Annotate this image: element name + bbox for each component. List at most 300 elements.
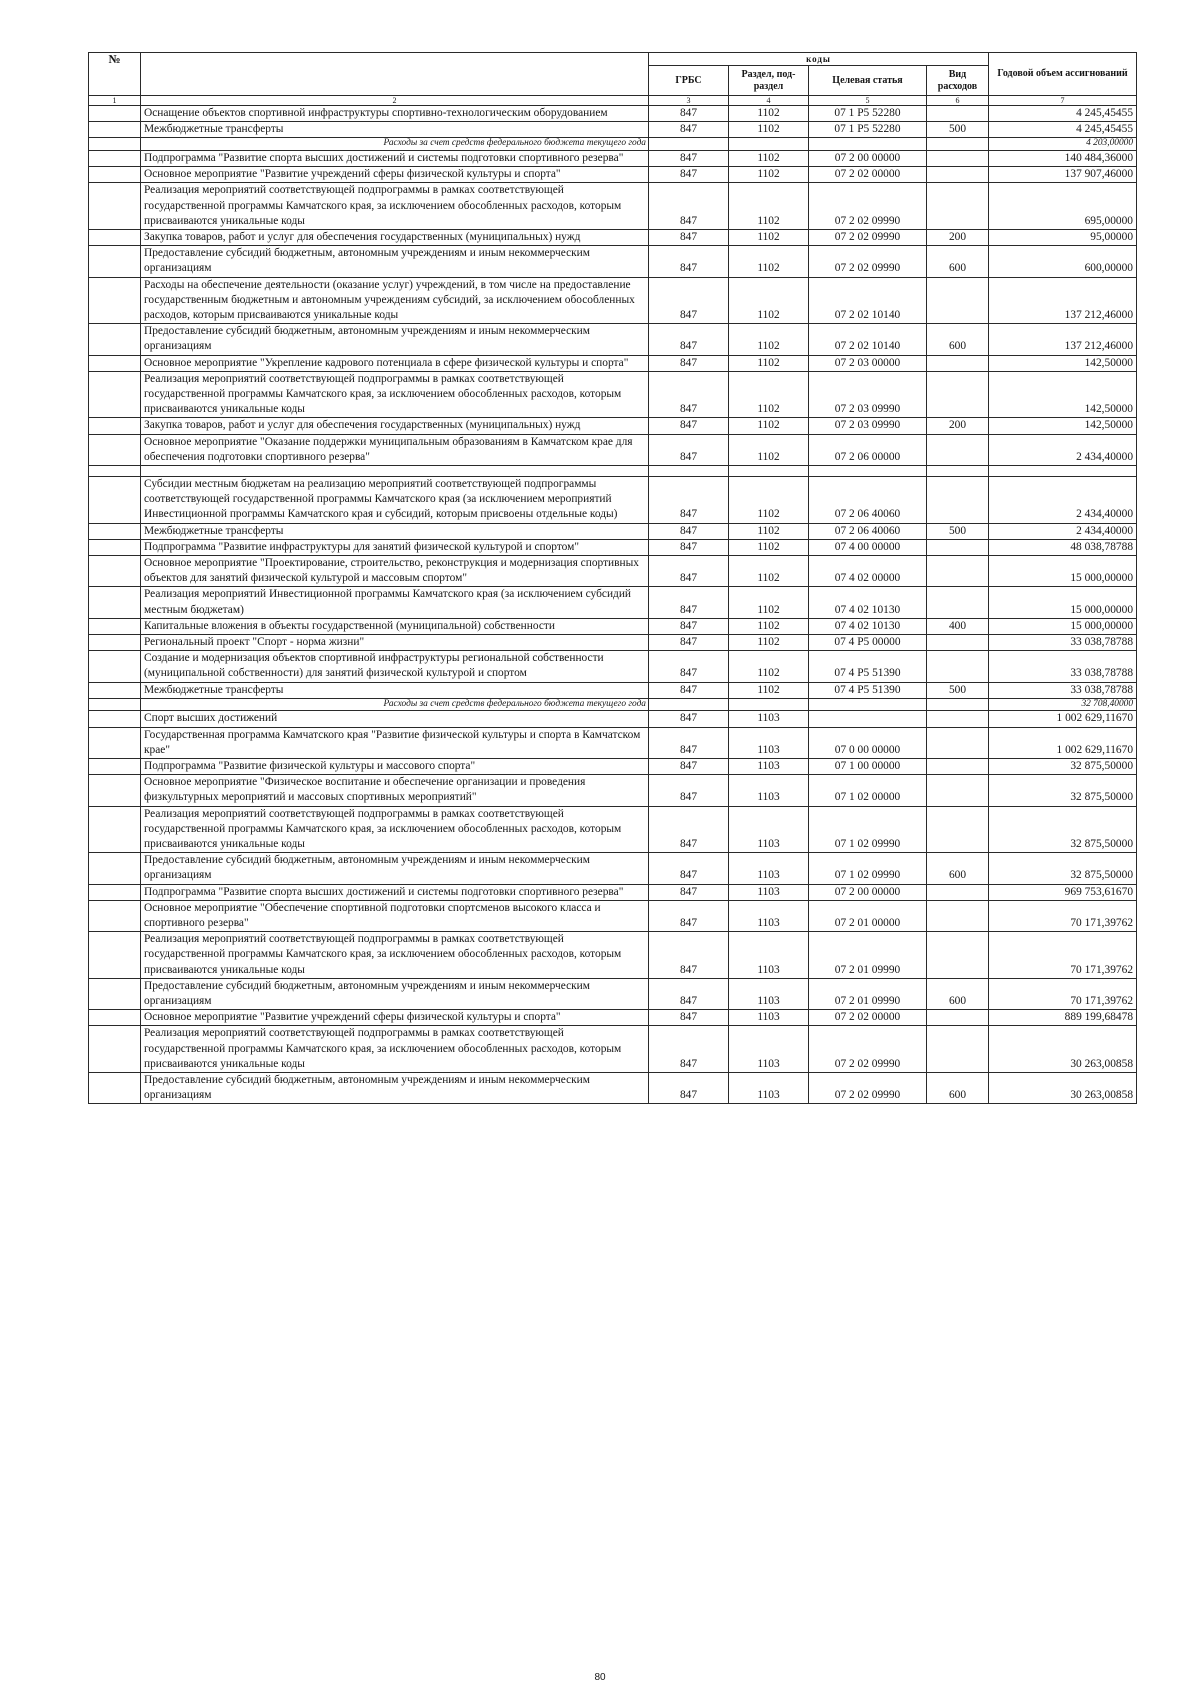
row-celevaya-statya-cell: 07 4 P5 00000 (809, 635, 927, 651)
row-vid-cell (927, 932, 989, 979)
row-sum-cell: 15 000,00000 (989, 618, 1137, 634)
table-row (89, 324, 1137, 355)
row-grbs-cell (649, 465, 729, 476)
row-number-cell (89, 465, 141, 476)
row-name-cell: Предоставление субсидий бюджетным, автономным учреждениям и иным некоммерческим организациям (141, 1072, 649, 1103)
table-row (89, 355, 1137, 371)
row-number-cell (89, 1026, 141, 1073)
row-grbs-cell: 847 (649, 758, 729, 774)
table-row (89, 635, 1137, 651)
row-grbs-cell: 847 (649, 183, 729, 230)
row-celevaya-statya-cell: 07 1 00 00000 (809, 758, 927, 774)
row-vid-cell: 600 (927, 1072, 989, 1103)
row-grbs-cell: 847 (649, 277, 729, 324)
table-row (89, 523, 1137, 539)
row-celevaya-statya-cell: 07 2 01 00000 (809, 900, 927, 931)
row-celevaya-statya-cell: 07 2 06 00000 (809, 434, 927, 465)
row-name-cell: Государственная программа Камчатского края "Развитие физической культуры и спорта в Камчатском крае" (141, 727, 649, 758)
row-razdel-cell (729, 138, 809, 151)
row-number-cell (89, 900, 141, 931)
row-vid-cell (927, 884, 989, 900)
row-razdel-cell: 1103 (729, 1010, 809, 1026)
row-razdel-cell: 1103 (729, 1072, 809, 1103)
spacer-row (89, 465, 1137, 476)
row-celevaya-statya-cell: 07 4 02 10130 (809, 587, 927, 618)
row-sum-cell: 1 002 629,11670 (989, 711, 1137, 727)
row-grbs-cell: 847 (649, 476, 729, 523)
row-name-cell: Реализация мероприятий Инвестиционной программы Камчатского края (за исключением субсидий местным бюджетам) (141, 587, 649, 618)
row-celevaya-statya-cell: 07 4 P5 51390 (809, 651, 927, 682)
row-grbs-cell: 847 (649, 587, 729, 618)
table-row (89, 418, 1137, 434)
row-sum-cell: 70 171,39762 (989, 978, 1137, 1009)
row-celevaya-statya-cell: 07 2 02 00000 (809, 1010, 927, 1026)
row-name-cell: Подпрограмма "Развитие физической культуры и массового спорта" (141, 758, 649, 774)
row-celevaya-statya-cell: 07 4 02 10130 (809, 618, 927, 634)
row-number-cell (89, 122, 141, 138)
header-index: 6 (927, 96, 989, 106)
page-number: 80 (594, 1672, 606, 1683)
row-razdel-cell: 1102 (729, 371, 809, 418)
row-sum-cell: 4 245,45455 (989, 122, 1137, 138)
row-sum-cell: 15 000,00000 (989, 587, 1137, 618)
row-number-cell (89, 1010, 141, 1026)
row-vid-cell (927, 555, 989, 586)
row-vid-cell (927, 138, 989, 151)
row-vid-cell: 500 (927, 682, 989, 698)
header-index: 7 (989, 96, 1137, 106)
row-sum-cell: 33 038,78788 (989, 682, 1137, 698)
row-celevaya-statya-cell: 07 1 02 09990 (809, 806, 927, 853)
row-vid-cell: 500 (927, 523, 989, 539)
row-vid-cell: 400 (927, 618, 989, 634)
row-sum-cell: 695,00000 (989, 183, 1137, 230)
row-vid-cell (927, 539, 989, 555)
row-vid-cell (927, 698, 989, 711)
row-celevaya-statya-cell: 07 2 02 10140 (809, 324, 927, 355)
row-grbs-cell: 847 (649, 853, 729, 884)
row-number-cell (89, 978, 141, 1009)
row-number-cell (89, 635, 141, 651)
row-number-cell (89, 324, 141, 355)
row-grbs-cell: 847 (649, 1072, 729, 1103)
row-razdel-cell: 1102 (729, 555, 809, 586)
row-vid-cell (927, 465, 989, 476)
row-razdel-cell: 1103 (729, 853, 809, 884)
row-grbs-cell: 847 (649, 122, 729, 138)
row-grbs-cell: 847 (649, 106, 729, 122)
row-razdel-cell: 1103 (729, 775, 809, 806)
row-name-cell: Расходы на обеспечение деятельности (оказание услуг) учреждений, в том числе на предоставление государственным бюджетным и автономным учреждениям субсидий, за исключением обособленных расходов, которым присваиваются уникальные коды (141, 277, 649, 324)
row-razdel-cell: 1102 (729, 539, 809, 555)
row-number-cell (89, 106, 141, 122)
row-vid-cell (927, 434, 989, 465)
row-number-cell (89, 651, 141, 682)
row-grbs-cell: 847 (649, 371, 729, 418)
row-sum-cell: 889 199,68478 (989, 1010, 1137, 1026)
row-grbs-cell: 847 (649, 539, 729, 555)
table-row (89, 434, 1137, 465)
row-sum-cell: 33 038,78788 (989, 635, 1137, 651)
row-number-cell (89, 476, 141, 523)
row-celevaya-statya-cell: 07 2 00 00000 (809, 150, 927, 166)
row-grbs-cell: 847 (649, 355, 729, 371)
header-name (141, 53, 649, 96)
row-razdel-cell: 1102 (729, 682, 809, 698)
header-number: № (89, 53, 141, 96)
row-name-cell: Основное мероприятие "Укрепление кадрового потенциала в сфере физической культуры и спорта" (141, 355, 649, 371)
row-sum-cell: 95,00000 (989, 229, 1137, 245)
row-vid-cell (927, 277, 989, 324)
row-number-cell (89, 355, 141, 371)
row-vid-cell (927, 635, 989, 651)
row-celevaya-statya-cell: 07 4 00 00000 (809, 539, 927, 555)
row-sum-cell: 70 171,39762 (989, 900, 1137, 931)
row-celevaya-statya-cell: 07 2 03 00000 (809, 355, 927, 371)
table-row (89, 277, 1137, 324)
row-name-cell: Основное мероприятие "Обеспечение спортивной подготовки спортсменов высокого класса и спортивного резерва" (141, 900, 649, 931)
header-grbs: ГРБС (649, 66, 729, 96)
row-sum-cell: 4 245,45455 (989, 106, 1137, 122)
table-row (89, 727, 1137, 758)
row-vid-cell: 600 (927, 246, 989, 277)
row-sum-cell: 1 002 629,11670 (989, 727, 1137, 758)
row-sum-cell: 32 875,50000 (989, 775, 1137, 806)
row-grbs-cell: 847 (649, 978, 729, 1009)
row-sum-cell: 142,50000 (989, 371, 1137, 418)
table-row (89, 775, 1137, 806)
row-razdel-cell: 1102 (729, 122, 809, 138)
row-number-cell (89, 150, 141, 166)
row-vid-cell (927, 758, 989, 774)
row-razdel-cell: 1102 (729, 324, 809, 355)
row-vid-cell (927, 150, 989, 166)
row-number-cell (89, 758, 141, 774)
row-number-cell (89, 932, 141, 979)
row-razdel-cell: 1102 (729, 229, 809, 245)
row-sum-cell: 32 875,50000 (989, 853, 1137, 884)
row-name-cell: Реализация мероприятий соответствующей подпрограммы в рамках соответствующей государственной программы Камчатского края, за исключением обособленных расходов, которым присваиваются уникальные коды (141, 806, 649, 853)
row-grbs-cell: 847 (649, 246, 729, 277)
row-name-cell: Предоставление субсидий бюджетным, автономным учреждениям и иным некоммерческим организациям (141, 853, 649, 884)
row-celevaya-statya-cell: 07 2 00 00000 (809, 884, 927, 900)
header-razdel: Раздел, под-раздел (729, 66, 809, 96)
row-grbs-cell: 847 (649, 229, 729, 245)
row-grbs-cell: 847 (649, 434, 729, 465)
row-celevaya-statya-cell: 07 2 06 40060 (809, 476, 927, 523)
row-sum-cell: 142,50000 (989, 418, 1137, 434)
federal-budget-row (89, 698, 1137, 711)
row-sum-cell: 137 212,46000 (989, 277, 1137, 324)
row-name-cell: Закупка товаров, работ и услуг для обеспечения государственных (муниципальных) нужд (141, 418, 649, 434)
row-vid-cell: 200 (927, 229, 989, 245)
row-number-cell (89, 587, 141, 618)
row-razdel-cell: 1103 (729, 711, 809, 727)
row-name-cell: Реализация мероприятий соответствующей подпрограммы в рамках соответствующей государственной программы Камчатского края, за исключением обособленных расходов, которым присваиваются уникальные коды (141, 932, 649, 979)
row-celevaya-statya-cell: 07 1 P5 52280 (809, 106, 927, 122)
row-number-cell (89, 418, 141, 434)
row-number-cell (89, 1072, 141, 1103)
row-number-cell (89, 167, 141, 183)
row-name-cell: Предоставление субсидий бюджетным, автономным учреждениям и иным некоммерческим организациям (141, 978, 649, 1009)
row-razdel-cell: 1103 (729, 727, 809, 758)
row-razdel-cell: 1102 (729, 167, 809, 183)
row-celevaya-statya-cell: 07 2 02 00000 (809, 167, 927, 183)
row-sum-cell: 137 907,46000 (989, 167, 1137, 183)
row-name-cell: Основное мероприятие "Физическое воспитание и обеспечение организации и проведения физкультурных мероприятий и массовых спортивных мероприятий" (141, 775, 649, 806)
row-number-cell (89, 434, 141, 465)
row-sum-cell: 15 000,00000 (989, 555, 1137, 586)
row-grbs-cell: 847 (649, 523, 729, 539)
row-name-cell: Реализация мероприятий соответствующей подпрограммы в рамках соответствующей государственной программы Камчатского края, за исключением обособленных расходов, которым присваиваются уникальные коды (141, 1026, 649, 1073)
row-sum-cell: 2 434,40000 (989, 476, 1137, 523)
header-index: 1 (89, 96, 141, 106)
row-number-cell (89, 711, 141, 727)
row-celevaya-statya-cell: 07 2 02 09990 (809, 1026, 927, 1073)
row-name-cell: Основное мероприятие "Оказание поддержки муниципальным образованиям в Камчатском крае для обеспечения подготовки спортивного резерва" (141, 434, 649, 465)
row-razdel-cell: 1102 (729, 150, 809, 166)
row-vid-cell: 600 (927, 978, 989, 1009)
row-razdel-cell: 1102 (729, 434, 809, 465)
row-name-cell: Закупка товаров, работ и услуг для обеспечения государственных (муниципальных) нужд (141, 229, 649, 245)
row-vid-cell (927, 1010, 989, 1026)
row-sum-cell: 2 434,40000 (989, 523, 1137, 539)
row-number-cell (89, 698, 141, 711)
row-number-cell (89, 853, 141, 884)
row-celevaya-statya-cell (809, 465, 927, 476)
row-name-cell: Предоставление субсидий бюджетным, автономным учреждениям и иным некоммерческим организациям (141, 324, 649, 355)
row-grbs-cell: 847 (649, 618, 729, 634)
row-name-cell: Основное мероприятие "Развитие учреждений сферы физической культуры и спорта" (141, 1010, 649, 1026)
row-sum-cell: 969 753,61670 (989, 884, 1137, 900)
row-razdel-cell: 1102 (729, 476, 809, 523)
row-vid-cell (927, 651, 989, 682)
row-name-cell: Межбюджетные трансферты (141, 122, 649, 138)
row-celevaya-statya-cell: 07 1 02 00000 (809, 775, 927, 806)
table-header (89, 53, 1137, 106)
row-celevaya-statya-cell: 07 2 06 40060 (809, 523, 927, 539)
row-celevaya-statya-cell: 07 0 00 00000 (809, 727, 927, 758)
row-vid-cell (927, 727, 989, 758)
row-number-cell (89, 727, 141, 758)
row-celevaya-statya-cell (809, 711, 927, 727)
row-razdel-cell: 1102 (729, 418, 809, 434)
table-row (89, 246, 1137, 277)
table-row (89, 229, 1137, 245)
table-row (89, 167, 1137, 183)
table-row (89, 932, 1137, 979)
row-grbs-cell: 847 (649, 150, 729, 166)
row-vid-cell (927, 775, 989, 806)
row-vid-cell (927, 371, 989, 418)
row-celevaya-statya-cell: 07 2 02 09990 (809, 246, 927, 277)
row-sum-cell: 142,50000 (989, 355, 1137, 371)
row-celevaya-statya-cell: 07 2 01 09990 (809, 932, 927, 979)
row-number-cell (89, 539, 141, 555)
row-name-cell: Подпрограмма "Развитие инфраструктуры для занятий физической культурой и спортом" (141, 539, 649, 555)
row-grbs-cell: 847 (649, 932, 729, 979)
row-vid-cell: 600 (927, 853, 989, 884)
row-name-cell: Межбюджетные трансферты (141, 682, 649, 698)
table-row (89, 555, 1137, 586)
row-grbs-cell: 847 (649, 711, 729, 727)
row-vid-cell (927, 183, 989, 230)
row-vid-cell (927, 587, 989, 618)
row-number-cell (89, 884, 141, 900)
row-razdel-cell: 1102 (729, 246, 809, 277)
row-name-cell: Субсидии местным бюджетам на реализацию мероприятий соответствующей подпрограммы соответствующей государственной программы Камчатского края (за исключением мероприятий Инвестиционной программы Камчатского края и субсидий, которым присвоены отдельные коды) (141, 476, 649, 523)
row-vid-cell (927, 355, 989, 371)
table-row (89, 1072, 1137, 1103)
row-razdel-cell: 1103 (729, 1026, 809, 1073)
row-sum-cell: 4 203,00000 (989, 138, 1137, 151)
table-row (89, 618, 1137, 634)
row-razdel-cell: 1102 (729, 277, 809, 324)
table-row (89, 978, 1137, 1009)
row-name-cell: Реализация мероприятий соответствующей подпрограммы в рамках соответствующей государственной программы Камчатского края, за исключением обособленных расходов, которым присваиваются уникальные коды (141, 183, 649, 230)
row-sum-cell: 2 434,40000 (989, 434, 1137, 465)
row-razdel-cell: 1102 (729, 183, 809, 230)
row-celevaya-statya-cell: 07 2 02 10140 (809, 277, 927, 324)
row-razdel-cell: 1102 (729, 523, 809, 539)
row-grbs-cell (649, 138, 729, 151)
table-row (89, 651, 1137, 682)
row-celevaya-statya-cell: 07 2 02 09990 (809, 183, 927, 230)
row-celevaya-statya-cell: 07 1 P5 52280 (809, 122, 927, 138)
row-name-cell: Региональный проект "Спорт - норма жизни" (141, 635, 649, 651)
row-number-cell (89, 806, 141, 853)
row-grbs-cell: 847 (649, 651, 729, 682)
row-celevaya-statya-cell: 07 2 02 09990 (809, 1072, 927, 1103)
row-razdel-cell: 1103 (729, 884, 809, 900)
row-name-cell: Предоставление субсидий бюджетным, автономным учреждениям и иным некоммерческим организациям (141, 246, 649, 277)
table-row (89, 587, 1137, 618)
table-row (89, 476, 1137, 523)
row-grbs-cell: 847 (649, 1026, 729, 1073)
row-grbs-cell: 847 (649, 900, 729, 931)
table-row (89, 711, 1137, 727)
row-name-cell: Расходы за счет средств федерального бюджета текущего года (141, 138, 649, 151)
table-row (89, 900, 1137, 931)
table-row (89, 539, 1137, 555)
header-index: 5 (809, 96, 927, 106)
row-celevaya-statya-cell: 07 2 02 09990 (809, 229, 927, 245)
row-celevaya-statya-cell (809, 138, 927, 151)
row-vid-cell: 200 (927, 418, 989, 434)
row-number-cell (89, 682, 141, 698)
row-sum-cell: 32 875,50000 (989, 758, 1137, 774)
budget-document (88, 52, 1136, 1104)
federal-budget-row (89, 138, 1137, 151)
row-grbs-cell: 847 (649, 324, 729, 355)
row-name-cell: Оснащение объектов спортивной инфраструктуры спортивно-технологическим оборудованием (141, 106, 649, 122)
row-grbs-cell (649, 698, 729, 711)
row-name-cell: Создание и модернизация объектов спортивной инфраструктуры региональной собственности (муниципальной собственности) для занятий физической культурой и спортом (141, 651, 649, 682)
header-codes: коды (649, 53, 989, 66)
row-razdel-cell: 1102 (729, 618, 809, 634)
header-index: 4 (729, 96, 809, 106)
row-number-cell (89, 555, 141, 586)
table-row (89, 106, 1137, 122)
row-razdel-cell: 1103 (729, 978, 809, 1009)
row-vid-cell: 600 (927, 324, 989, 355)
table-row (89, 371, 1137, 418)
row-sum-cell: 33 038,78788 (989, 651, 1137, 682)
row-razdel-cell (729, 465, 809, 476)
row-razdel-cell: 1103 (729, 900, 809, 931)
row-sum-cell: 32 875,50000 (989, 806, 1137, 853)
table-row (89, 1026, 1137, 1073)
row-name-cell: Подпрограмма "Развитие спорта высших достижений и системы подготовки спортивного резерва" (141, 884, 649, 900)
row-razdel-cell: 1102 (729, 635, 809, 651)
row-vid-cell (927, 806, 989, 853)
header-index: 3 (649, 96, 729, 106)
row-grbs-cell: 847 (649, 167, 729, 183)
row-sum-cell: 137 212,46000 (989, 324, 1137, 355)
row-celevaya-statya-cell: 07 2 01 09990 (809, 978, 927, 1009)
row-name-cell: Капитальные вложения в объекты государственной (муниципальной) собственности (141, 618, 649, 634)
row-razdel-cell: 1102 (729, 106, 809, 122)
row-razdel-cell: 1103 (729, 806, 809, 853)
row-sum-cell: 30 263,00858 (989, 1072, 1137, 1103)
row-number-cell (89, 523, 141, 539)
row-vid-cell (927, 167, 989, 183)
row-sum-cell: 140 484,36000 (989, 150, 1137, 166)
row-razdel-cell: 1103 (729, 758, 809, 774)
table-row (89, 183, 1137, 230)
row-number-cell (89, 229, 141, 245)
row-celevaya-statya-cell: 07 1 02 09990 (809, 853, 927, 884)
table-row (89, 150, 1137, 166)
row-sum-cell: 48 038,78788 (989, 539, 1137, 555)
row-number-cell (89, 246, 141, 277)
row-number-cell (89, 775, 141, 806)
row-number-cell (89, 183, 141, 230)
row-number-cell (89, 371, 141, 418)
row-razdel-cell: 1102 (729, 355, 809, 371)
row-grbs-cell: 847 (649, 418, 729, 434)
row-sum-cell: 70 171,39762 (989, 932, 1137, 979)
row-number-cell (89, 618, 141, 634)
row-grbs-cell: 847 (649, 727, 729, 758)
row-celevaya-statya-cell: 07 2 03 09990 (809, 371, 927, 418)
table-row (89, 758, 1137, 774)
row-number-cell (89, 277, 141, 324)
row-grbs-cell: 847 (649, 555, 729, 586)
row-celevaya-statya-cell: 07 4 P5 51390 (809, 682, 927, 698)
row-grbs-cell: 847 (649, 806, 729, 853)
row-vid-cell (927, 711, 989, 727)
row-grbs-cell: 847 (649, 1010, 729, 1026)
table-row (89, 1010, 1137, 1026)
row-celevaya-statya-cell: 07 4 02 00000 (809, 555, 927, 586)
row-vid-cell (927, 1026, 989, 1073)
row-razdel-cell (729, 698, 809, 711)
row-sum-cell: 600,00000 (989, 246, 1137, 277)
table-row (89, 884, 1137, 900)
table-row (89, 122, 1137, 138)
row-grbs-cell: 847 (649, 682, 729, 698)
row-grbs-cell: 847 (649, 775, 729, 806)
row-vid-cell: 500 (927, 122, 989, 138)
header-celevaya-statya: Целевая статья (809, 66, 927, 96)
row-celevaya-statya-cell (809, 698, 927, 711)
row-name-cell: Спорт высших достижений (141, 711, 649, 727)
row-name-cell (141, 465, 649, 476)
row-name-cell: Межбюджетные трансферты (141, 523, 649, 539)
budget-table (88, 52, 1137, 1104)
table-row (89, 682, 1137, 698)
